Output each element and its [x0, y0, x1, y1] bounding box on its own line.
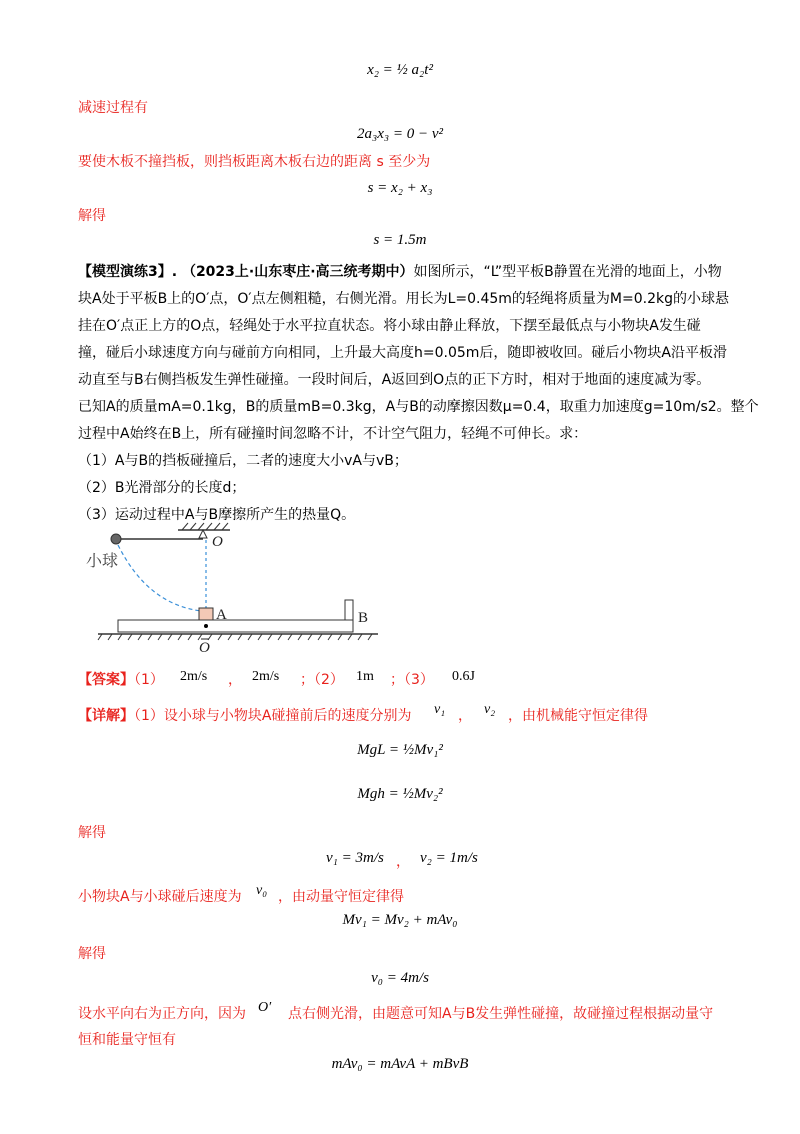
detail-line-2b: ，由动量守恒定律得: [278, 889, 404, 905]
ceiling-hatch: [182, 523, 228, 530]
question-s: 要使木板不撞挡板，则挡板距离木板右边的距离 s 至少为: [78, 154, 431, 170]
board-stopper: [345, 600, 353, 620]
problem-line-4: 动直至与B右侧挡板发生弹性碰撞。一段时间后，A返回到O点的正下方时，相对于地面的速度减为零。: [78, 372, 711, 388]
problem-source: . （2023上·山东枣庄·高三统考期中）: [171, 264, 414, 280]
equation-s-value: s = 1.5m: [373, 232, 427, 248]
block-a: [199, 608, 213, 620]
equation-mgl: MgL = ½Mv₁²: [357, 742, 443, 758]
pivot-icon: [199, 530, 207, 538]
label-o: O: [212, 534, 223, 550]
equation-s-sum: s = x₂ + x₃: [367, 180, 433, 196]
problem-line-2: 挂在O′点正上方的O点，轻绳处于水平拉直状态。将小球由静止释放，下摆至最低点与小物块A发生碰: [78, 318, 701, 334]
physics-figure: [78, 520, 398, 658]
answer-q: 0.6J: [452, 669, 475, 684]
symbol-v0: v₀: [256, 883, 268, 898]
equation-mgh: Mgh = ½Mv₂²: [357, 786, 443, 802]
symbol-v2: v₂: [484, 702, 496, 717]
detail-text-1: （1）设小球与小物块A碰撞前后的速度分别为: [134, 708, 412, 724]
detail-comma: ，: [458, 708, 472, 724]
equation-final: mAv₀ = mAvA + mBvB: [331, 1056, 469, 1072]
equation-v-sep: ，: [396, 854, 410, 870]
answer-d: 1m: [356, 669, 374, 684]
answer-v1: 2m/s: [180, 669, 208, 684]
equation-x2: x₂ = ½ a₂t²: [367, 62, 433, 78]
answer-sep: ，: [228, 672, 242, 688]
ground-hatch: [98, 634, 372, 640]
problem-line-3: 撞，碰后小球速度方向与碰前方向相同，上升最大高度h=0.05m后，随即被收回。碰后小物块A沿平板滑: [78, 345, 727, 361]
answer-v2: 2m/s: [252, 669, 280, 684]
detail-line-3c: 恒和能量守恒有: [78, 1032, 176, 1048]
label-ball: 小球: [86, 553, 119, 570]
symbol-o-prime: O′: [258, 1000, 272, 1015]
equation-momentum: Mv₁ = Mv₂ + mAv₀: [342, 912, 458, 928]
solve-label-2: 解得: [78, 825, 106, 841]
answer-part3: ；（3）: [390, 672, 434, 688]
answer-line: [78, 670, 164, 690]
answer-tag: 【答案】: [78, 672, 134, 688]
detail-line-3a: 设水平向右为正方向，因为: [78, 1006, 246, 1022]
problem-line-6: 过程中A始终在B上，所有碰撞时间忽略不计，不计空气阻力，轻绳不可伸长。求：: [78, 426, 588, 442]
answer-part1: （1）: [134, 672, 164, 688]
problem-header: [78, 262, 722, 282]
ball-icon: [111, 534, 121, 544]
symbol-v1: v₁: [434, 702, 446, 717]
decel-label: 减速过程有: [78, 100, 148, 116]
question-3: （3）运动过程中A与B摩擦所产生的热量Q。: [78, 507, 356, 523]
equation-v2: v₂ = 1m/s: [420, 850, 478, 866]
problem-line-1: 块A处于平板B上的O′点，O′点左侧粗糙，右侧光滑。用长为L=0.45m的轻绳将质量为M=0.2kg的小球悬: [78, 291, 729, 307]
detail-tag: 【详解】: [78, 708, 134, 724]
solve-label-1: 解得: [78, 208, 106, 224]
question-1: （1）A与B的挡板碰撞后，二者的速度大小vA与vB；: [78, 453, 408, 469]
label-o-prime: O: [199, 640, 210, 656]
equation-v1: v₁ = 3m/s: [326, 850, 384, 866]
detail-line-2: 小物块A与小球碰后速度为: [78, 889, 242, 905]
detail-line-3b: 点右侧光滑，由题意可知A与B发生弹性碰撞，故碰撞过程根据动量守: [288, 1006, 714, 1022]
problem-line-0: 如图所示，“L”型平板B静置在光滑的地面上，小物: [413, 264, 722, 280]
label-b: B: [358, 610, 369, 626]
problem-tag: 【模型演练3】: [78, 264, 172, 280]
swing-arc: [118, 545, 202, 611]
solve-label-3: 解得: [78, 946, 106, 962]
answer-part2: ；（2）: [300, 672, 344, 688]
label-a: A: [216, 607, 227, 623]
question-2: （2）B光滑部分的长度d；: [78, 480, 246, 496]
board-b: [118, 620, 353, 632]
equation-decel: 2a₃x₃ = 0 − v²: [357, 126, 443, 142]
detail-line-1: [78, 706, 411, 726]
equation-v0: v₀ = 4m/s: [371, 970, 429, 986]
point-o-prime: [204, 624, 208, 628]
problem-line-5: 已知A的质量mA=0.1kg，B的质量mB=0.3kg，A与B的动摩擦因数μ=0.4，取重力加速度g=10m/s2。整个: [78, 399, 759, 415]
detail-text-1b: ，由机械能守恒定律得: [508, 708, 648, 724]
